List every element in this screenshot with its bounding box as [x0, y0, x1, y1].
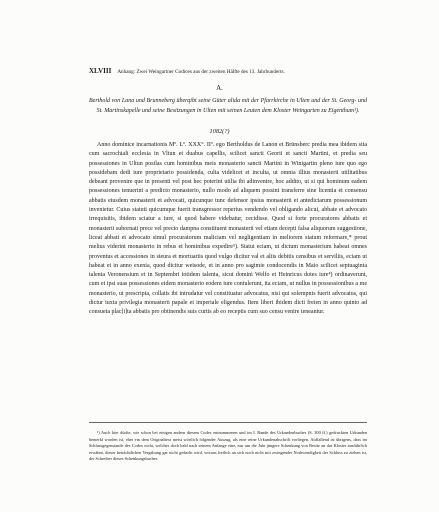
running-title: Anhang: Zwei Weingartner Codices aus der zweiten Hälfte des 13. Jahrhunderts.	[117, 69, 285, 75]
charter-date: 1082(?)	[209, 128, 230, 135]
running-header	[89, 67, 369, 75]
footnote-divider	[89, 422, 367, 423]
section-letter: A.	[216, 84, 223, 92]
footnote: ¹) Auch hier dürfte, wie schon bei einigen andern diesem Codex entnommenen und im I. Bande des Urkundenbuches (S. 300 ff.) gedruckten Urkunden bemerkt worden ist, eher ein dem Originaltext meist wörtlich folgender Auszug, als eine reine Urkundenabschrift vorliegen. Auffallend ist übrigens, dass im Schlussgegenstande des Codex nicht, welches doch bald nach seinem Anfange eine, nur um die Jahr jüngere Schenkung von Besitz an das Kloster ausführlich erwähnt, dieser beträchtlichen Vergabung gar nicht gedacht wird, woraus freilich an sich noch nicht mit zwingender Nothwendigkeit der Schluss zu ziehen ist, der Schreiber dieses Schenkungsbuches	[89, 430, 367, 462]
charter-title: Berthold von Lana und Brunneberg überqibt seine Güter alida mit der Pfarrkirche in Ulten und der St. Georg- und St. Martinskapelle und seine Besitzungen in Ulten mit seinen Leuten dem Kloster Weingarten zu Eigenthum¹).	[89, 98, 367, 114]
charter-body-text: Anno dominice incarnationis Mº. Lº. XXX°. IIº. ego Bertholdus de Lanon et Brūnsberc predia mea ibidem sita cum sacrochiali ecclesia in Vltun et duabus capellis, scilicet sancti Georii et sancti Martini, et predia seu possessiones in Ultun posilas cum hominibus meis monasterio sancti Martini in Winigartin pleno iure quo ego possidebam dedi iure proprietario possidenda, culta videlicet et inculta, ut omnia illius monasterii utilitatibus debeant provenire que in presenti vel post hec poterint utilia ibi adinvenire, hoc addito, ut si qui hominum eadem possessiones tenuerint a predicto monasterio, nullo modo ad aliquem possint transferre sine licentia et consensu abbatis eiusdem monasterii et advocati, quicunque tunc defensor ipsius monasterii et antedictarum possessionum invenietur. Cuius statuti quicumque fuerit transgressor reperius vendendo vel obligando alicui, abbate et advocato irrequisitis, ibidem sciatur a iure, si quod habere videbatur, cecidisse. Quod si forte procuratores abbatis et monasterii subornati prece vel precio dampna constituent monasterii vel etiam decepti falsa aliquorum suggestione, liceat abbati et advocato simul procuratorum maliciam vel negligentiam in meliorem statum reformare,* prout melius viderint monasterio in rebus et hominibus expedire⁵). Statui eciam, ut dictum monasterium habeat omnes proventus et accessiones in steura et mortuariis quod vulgo dicitur val et aliis debitis censibus et serviliis, eciam ut habeat et in anno exenia, quod dicitur weisode, et in anno pro sagimie condocendis in Maio scilicet septuaginta talenta Veronensium et in Septembri totidem talenta, sicut domini Welfo et Heinricus dotes iure⁴) ordinaverunt, cum et ipsi suas possessiones eidem monasterio eodem iure contulerunt, ita eciam, ut nullus in possessionibus a me monasterio, ut prescripta, collatis ibi intrudatur vel constituatur advocatus, nisi qui solempnis fuerit advocatus, qui dictur iuxta privilegia monasterii papale et imperiale eligendus. Item liberi ibidem dicti freien in anno quinto ad consueta plac[i]ta abbatis pro obtinendis suis curtis ab eo receptis cum suo censu venire teneantur.	[89, 142, 367, 316]
page-number: XLVIII	[89, 67, 112, 75]
